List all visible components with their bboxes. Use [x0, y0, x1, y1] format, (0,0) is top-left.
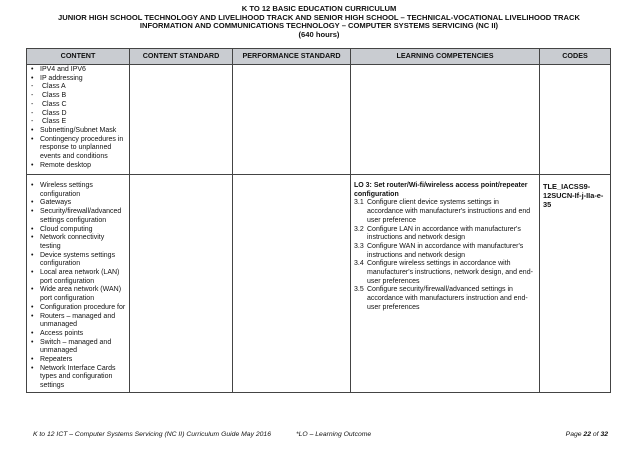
table-row	[27, 175, 611, 393]
list-item: • Security/firewall/advanced settings configuration	[30, 208, 126, 225]
competency-number: 3.4	[354, 260, 364, 268]
content-standard-cell	[130, 175, 233, 393]
column-header-learning-competencies: LEARNING COMPETENCIES	[351, 49, 540, 65]
list-item: - Class D	[30, 110, 126, 119]
list-item: - Class E	[30, 118, 126, 127]
header-track: JUNIOR HIGH SCHOOL TECHNOLOGY AND LIVELIHOOD TRACK AND SENIOR HIGH SCHOOL – TECHNICAL-VOCATIONAL LIVELIHOOD TRACK	[58, 12, 580, 22]
list-item: • Access points	[30, 330, 126, 339]
content-list	[30, 66, 126, 170]
content-cell	[27, 175, 130, 393]
page-number	[566, 431, 608, 438]
list-item: • Gateways	[30, 199, 126, 208]
competency-item	[354, 199, 536, 225]
list-item: • Configuration procedure for	[30, 304, 126, 313]
header-hours: (640 hours)	[298, 29, 340, 39]
page-of: of	[592, 431, 599, 438]
footer-guide-title: K to 12 ICT – Computer Systems Servicing (NC II) Curriculum Guide May 2016	[33, 431, 271, 438]
table-header-row	[27, 49, 611, 65]
list-item: • IP addressing	[30, 75, 126, 84]
list-item: • Switch – managed and unmanaged	[30, 339, 126, 356]
page-total: 32	[600, 431, 608, 438]
table-row	[27, 65, 611, 175]
list-item: • Repeaters	[30, 356, 126, 365]
list-item: • Wide area network (WAN) port configuration	[30, 286, 126, 303]
competency-text: Configure LAN in accordance with manufacturer's instructions and network design	[367, 225, 521, 242]
list-item: • Remote desktop	[30, 162, 126, 171]
list-item: - Class B	[30, 92, 126, 101]
curriculum-table	[26, 48, 611, 393]
list-item: • Network connectivity testing	[30, 234, 126, 251]
competency-item	[354, 226, 536, 243]
list-item: • IPV4 and IPV6	[30, 66, 126, 75]
content-list	[30, 182, 126, 391]
competency-item	[354, 260, 536, 286]
page-label: Page	[565, 431, 582, 438]
list-item: - Class A	[30, 83, 126, 92]
competency-number: 3.3	[354, 242, 364, 250]
column-header-content-standard: CONTENT STANDARD	[130, 49, 233, 65]
document-header	[0, 5, 638, 39]
page-current: 22	[583, 431, 591, 438]
list-item: • Wireless settings configuration	[30, 182, 126, 199]
column-header-codes: CODES	[540, 49, 611, 65]
competency-text: Configure WAN in accordance with manufacturer's instructions and network design	[367, 242, 524, 259]
footer-note: *LO – Learning Outcome	[296, 431, 372, 438]
column-header-performance-standard: PERFORMANCE STANDARD	[233, 49, 351, 65]
list-item: - Class C	[30, 101, 126, 110]
list-item: • Cloud computing	[30, 226, 126, 235]
list-item: • Network Interface Cards types and configuration settings	[30, 365, 126, 391]
codes-cell	[540, 175, 611, 393]
competency-item	[354, 286, 536, 312]
performance-standard-cell	[233, 65, 351, 175]
codes-cell	[540, 65, 611, 175]
content-standard-cell	[130, 65, 233, 175]
list-item: • Routers – managed and unmanaged	[30, 313, 126, 330]
competencies-cell	[351, 175, 540, 393]
competency-text: Configure wireless settings in accordance with manufacturer's instructions, network design, and end-user preferences	[367, 260, 533, 285]
content-cell	[27, 65, 130, 175]
competency-item	[354, 243, 536, 260]
header-subject: INFORMATION AND COMMUNICATIONS TECHNOLOGY – COMPUTER SYSTEMS SERVICING (NC II)	[139, 21, 499, 31]
list-item: • Local area network (LAN) port configuration	[30, 269, 126, 286]
competency-number: 3.2	[354, 225, 364, 233]
column-header-content: CONTENT	[27, 49, 130, 65]
list-item: • Device systems settings configuration	[30, 252, 126, 269]
competency-text: Configure client device systems settings in accordance with manufacturer's instructions and end user preference	[367, 199, 531, 224]
competency-number: 3.1	[354, 199, 364, 207]
competency-text: Configure security/firewall/advanced settings in accordance with manufacturers instruction and end-user preferences	[367, 286, 528, 311]
competencies-cell	[351, 65, 540, 175]
performance-standard-cell	[233, 175, 351, 393]
list-item: • Subnetting/Subnet Mask	[30, 127, 126, 136]
competency-code: TLE_IACSS9-12SUCN-If-j-IIa-e-35	[543, 182, 604, 209]
learning-outcome-title: LO 3: Set router/Wi-fi/wireless access point/repeater configuration	[354, 182, 528, 198]
competency-number: 3.5	[354, 286, 364, 294]
header-title: K TO 12 BASIC EDUCATION CURRICULUM	[241, 4, 397, 13]
list-item: • Contingency procedures in response to unplanned events and conditions	[30, 136, 126, 162]
